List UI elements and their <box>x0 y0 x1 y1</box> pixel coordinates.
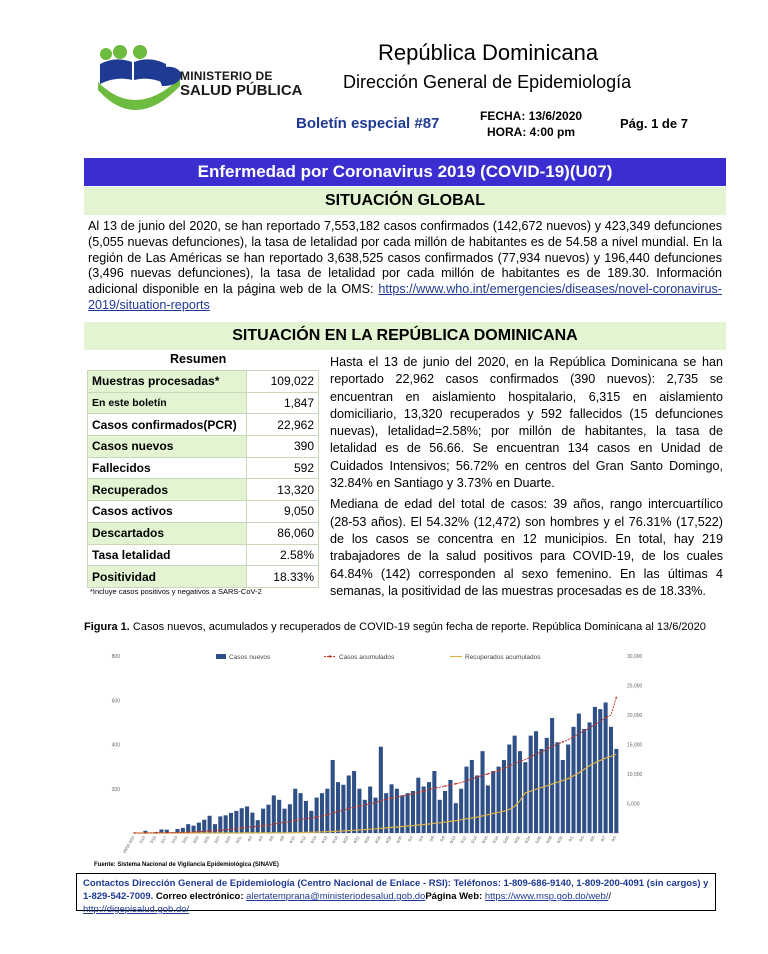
x-tick-label: 6/7 <box>599 835 607 843</box>
logo-line-2: SALUD PÚBLICA <box>180 81 303 99</box>
summary-value: 18.33% <box>247 566 319 588</box>
summary-value: 109,022 <box>247 371 319 393</box>
x-tick-label: 6/9 <box>610 835 618 843</box>
date-label: FECHA: 13/6/2020 <box>480 109 583 123</box>
point-casos-acumulados <box>209 830 211 832</box>
rd-paragraphs <box>330 354 723 600</box>
point-casos-acumulados <box>562 741 564 743</box>
point-casos-acumulados <box>230 828 232 830</box>
department-heading: Dirección General de Epidemiología <box>343 72 632 92</box>
summary-label: Tasa letalidad <box>88 544 247 566</box>
point-casos-acumulados <box>369 803 371 805</box>
y-left-tick-label: 800 <box>111 654 120 660</box>
bar-casos-nuevos <box>491 771 495 833</box>
bar-casos-nuevos <box>331 760 335 833</box>
x-tick-label: 3/21 <box>180 835 190 845</box>
bar-casos-nuevos <box>480 751 484 833</box>
figure-caption-text: Casos nuevos, acumulados y recuperados de COVID-19 según fecha de reporte. República Dominicana al 13/6/2020 <box>132 621 706 633</box>
page-indicator: Pág. 1 de 7 <box>620 116 688 131</box>
point-casos-acumulados <box>412 793 414 795</box>
x-tick-label: 3/15 <box>148 835 157 845</box>
summary-row <box>88 457 319 479</box>
summary-row <box>88 436 319 458</box>
point-casos-acumulados <box>284 822 286 824</box>
legend-label-recuperados: Recuperados acumulados <box>465 654 541 661</box>
bar-casos-nuevos <box>272 795 276 833</box>
bar-casos-nuevos <box>438 800 442 833</box>
point-casos-acumulados <box>219 829 221 831</box>
bar-casos-nuevos <box>347 775 351 833</box>
bar-casos-nuevos <box>379 747 383 833</box>
x-tick-label: 5/16 <box>480 835 489 845</box>
bar-casos-nuevos <box>507 745 511 834</box>
date-time-block <box>480 108 582 140</box>
summary-label: Casos confirmados(PCR) <box>88 414 247 436</box>
x-tick-label: 3/19 <box>170 835 179 845</box>
bar-casos-nuevos <box>497 767 501 833</box>
bar-casos-nuevos <box>240 808 244 833</box>
point-casos-acumulados <box>380 800 382 802</box>
y-left-tick-label: 200 <box>111 786 120 793</box>
x-tick-label: 4/8 <box>278 835 286 843</box>
x-tick-label: 5/28 <box>544 835 553 845</box>
summary-row <box>88 544 319 566</box>
x-tick-label: 3/13 <box>138 835 147 845</box>
point-casos-acumulados <box>252 826 254 828</box>
x-tick-label: 3/23 <box>191 835 200 845</box>
point-casos-acumulados <box>551 745 553 747</box>
point-casos-acumulados <box>134 832 136 834</box>
bar-casos-nuevos <box>454 803 458 833</box>
bar-casos-nuevos <box>368 787 372 833</box>
x-tick-label: 5/10 <box>448 835 457 845</box>
legend-marker-casos-acumulados <box>329 655 331 657</box>
x-tick-label: 5/18 <box>491 835 500 845</box>
bar-casos-nuevos <box>293 789 297 833</box>
bar-casos-nuevos <box>502 760 506 833</box>
point-casos-acumulados <box>359 805 361 807</box>
summary-label: Descartados <box>88 522 247 544</box>
summary-row <box>88 392 319 414</box>
point-casos-acumulados <box>348 808 350 810</box>
point-casos-acumulados <box>326 814 328 816</box>
bar-casos-nuevos <box>390 784 394 833</box>
bar-casos-nuevos <box>609 727 613 833</box>
point-casos-acumulados <box>241 827 243 829</box>
bar-casos-nuevos <box>459 789 463 833</box>
point-casos-acumulados <box>337 811 339 813</box>
email-label: Correo electrónico: <box>155 891 244 902</box>
summary-value: 22,962 <box>247 414 319 436</box>
country-heading: República Dominicana <box>378 40 599 65</box>
point-casos-acumulados <box>498 770 500 772</box>
x-tick-label: 5/6 <box>428 835 436 843</box>
point-casos-acumulados <box>519 761 521 763</box>
legend-swatch-casos-nuevos <box>216 654 226 659</box>
x-tick-label: 3/29 <box>223 835 232 845</box>
point-casos-acumulados <box>530 756 532 758</box>
bar-casos-nuevos <box>266 805 270 833</box>
x-tick-label: 5/30 <box>555 835 564 845</box>
bar-casos-nuevos <box>518 751 522 833</box>
point-casos-acumulados <box>273 823 275 825</box>
global-heading: SITUACIÓN GLOBAL <box>84 187 726 215</box>
summary-value: 592 <box>247 457 319 479</box>
x-tick-label: 3/17 <box>159 835 168 845</box>
bar-casos-nuevos <box>304 801 308 833</box>
x-tick-label: 5/4 <box>417 835 425 843</box>
bar-casos-nuevos <box>486 785 490 833</box>
document-title: Enfermedad por Coronavirus 2019 (COVID-19)(U07) <box>84 158 726 186</box>
global-paragraph <box>88 219 722 314</box>
point-casos-acumulados <box>144 832 146 834</box>
x-tick-label: 4/6 <box>267 835 275 843</box>
x-tick-label: 5/20 <box>501 835 511 845</box>
email-link[interactable]: alertatemprana@ministeriodesalud.gob.do <box>246 891 426 902</box>
bar-casos-nuevos <box>282 809 286 833</box>
bar-casos-nuevos <box>464 767 468 833</box>
bar-casos-nuevos <box>320 793 324 833</box>
summary-table <box>87 370 319 588</box>
x-tick-label: 4/24 <box>362 835 372 845</box>
summary-value: 13,320 <box>247 479 319 501</box>
x-tick-label: 5/24 <box>523 835 532 845</box>
bulletin-number: Boletín especial #87 <box>296 115 440 132</box>
point-casos-acumulados <box>166 832 168 834</box>
point-casos-acumulados <box>541 751 543 753</box>
bar-casos-nuevos <box>588 722 592 833</box>
contact-label: Contactos Dirección General de Epidemiología (Centro Nacional de Enlace - RSI): Teléfonos: <box>83 878 501 889</box>
bar-casos-nuevos <box>571 727 575 833</box>
legend-label-casos-acumulados: Casos acumulados <box>339 654 395 661</box>
point-casos-acumulados <box>262 825 264 827</box>
summary-label: Recuperados <box>88 479 247 501</box>
summary-value: 9,050 <box>247 501 319 523</box>
x-tick-label: 3/25 <box>202 835 211 845</box>
point-casos-acumulados <box>466 780 468 782</box>
rd-paragraph-2: Mediana de edad del total de casos: 39 años, rango intercuartílico (28-53 años). El 54.32% (12,472) son hombres y el 76.31% (17,522) de los casos se concentra en 12 municipios. En total, hay 219 trabajadores de la salud positivos para COVID-19, de los cuales 64.84% (142) corresponden al sexo femenino. En las últimas 4 semanas, la positividad de las muestras procesadas es de 18.33%. <box>330 497 723 598</box>
point-casos-acumulados <box>573 736 575 738</box>
x-tick-label: 4/26 <box>373 835 382 845</box>
web-separator: / <box>608 891 612 902</box>
summary-title: Resumen <box>170 352 227 366</box>
x-tick-label: 5/8 <box>438 835 446 843</box>
summary-label: Positividad <box>88 566 247 588</box>
x-tick-label: 4/20 <box>341 835 350 845</box>
y-left-tick-label: 400 <box>111 742 120 749</box>
x-tick-label: 4/12 <box>298 835 307 845</box>
summary-value: 86,060 <box>247 522 319 544</box>
bar-casos-nuevos <box>614 749 618 833</box>
y-right-tick-label: 20,000 <box>627 713 643 719</box>
bar-casos-nuevos <box>582 729 586 833</box>
point-casos-acumulados <box>433 787 435 789</box>
point-casos-acumulados <box>605 717 607 719</box>
bar-casos-nuevos <box>529 736 533 833</box>
x-tick-label: 4/22 <box>352 835 361 845</box>
rd-heading: SITUACIÓN EN LA REPÚBLICA DOMINICANA <box>84 322 726 350</box>
y-right-tick-label: 5,000 <box>627 801 640 808</box>
point-casos-acumulados <box>305 818 307 820</box>
x-tick-label: 5/26 <box>534 835 543 845</box>
y-right-tick-label: 10,000 <box>627 772 643 778</box>
web-link-digepi[interactable]: http://digepisalud.gob.do/ <box>83 904 190 915</box>
bar-casos-nuevos <box>539 749 543 833</box>
figure-label: Figura 1. <box>84 621 130 633</box>
point-casos-acumulados <box>391 797 393 799</box>
x-tick-label: 4/4 <box>256 835 264 843</box>
y-right-tick-label: 25,000 <box>627 683 643 690</box>
bar-casos-nuevos <box>309 811 313 833</box>
bar-casos-nuevos <box>277 800 281 833</box>
logo-line-1: MINISTERIO DE <box>180 69 273 83</box>
bar-casos-nuevos <box>224 815 228 833</box>
bar-casos-nuevos <box>234 811 238 833</box>
legend-label-casos-nuevos: Casos nuevos <box>229 654 271 661</box>
y-right-tick-label: 30,000 <box>627 654 643 660</box>
x-tick-label: 4/10 <box>287 835 297 845</box>
bar-casos-nuevos <box>448 780 452 833</box>
bar-casos-nuevos <box>550 718 554 833</box>
x-tick-label: 4/30 <box>394 835 404 845</box>
bar-casos-nuevos <box>593 707 597 833</box>
bar-casos-nuevos <box>523 762 527 833</box>
x-tick-label: 6/1 <box>567 835 575 843</box>
summary-label: Fallecidos <box>88 457 247 479</box>
bar-casos-nuevos <box>261 809 265 833</box>
x-tick-label: 5/14 <box>469 835 479 845</box>
summary-value: 390 <box>247 436 319 458</box>
time-label: HORA: 4:00 pm <box>487 125 576 140</box>
point-casos-acumulados <box>423 790 425 792</box>
summary-label: En este boletín <box>88 392 247 414</box>
point-casos-acumulados <box>177 832 179 834</box>
bar-casos-nuevos <box>336 782 340 833</box>
summary-row <box>88 371 319 393</box>
bar-casos-nuevos <box>315 798 319 833</box>
point-casos-acumulados <box>401 795 403 797</box>
summary-label: Casos nuevos <box>88 436 247 458</box>
x-tick-label: 4/18 <box>330 835 339 845</box>
bar-casos-nuevos <box>400 795 404 833</box>
bar-casos-nuevos <box>422 787 426 833</box>
bar-casos-nuevos <box>534 731 538 833</box>
x-tick-label: 4/28 <box>384 835 393 845</box>
bar-casos-nuevos <box>250 813 254 833</box>
bar-casos-nuevos <box>288 804 292 833</box>
point-casos-acumulados <box>187 831 189 833</box>
x-tick-label: 5/2 <box>406 835 414 843</box>
point-casos-acumulados <box>508 765 510 767</box>
figure-caption <box>84 621 724 634</box>
summary-row <box>88 501 319 523</box>
x-tick-label: 6/5 <box>588 835 596 843</box>
summary-value: 1,847 <box>247 392 319 414</box>
x-tick-label: 6/3 <box>577 835 586 843</box>
x-tick-label: 5/22 <box>512 835 521 845</box>
contact-box <box>76 873 716 915</box>
logo-text <box>180 70 303 98</box>
bar-casos-nuevos <box>299 793 303 833</box>
bar-casos-nuevos <box>561 760 565 833</box>
bar-casos-nuevos <box>357 789 361 833</box>
rd-paragraph-1: Hasta el 13 de junio del 2020, en la República Dominicana se han reportado 22,962 casos confirmados (390 nuevos): 2,735 se encuentran en aislamiento hospitalario, 6,315 en aislamiento domiciliario, 13,320 recuperados y 592 fallecidos (15 defunciones nuevas), letalidad=2.58%; por millón de habitantes, la tasa de letalidad es de 56.66. Se encuentran 134 casos en Unidad de Cuidados Intensivos; 56.72% en centros del Gran Santo Domingo, 32.84% en Santiago y 3.73% en Duarte. <box>330 355 723 491</box>
bar-casos-nuevos <box>406 793 410 833</box>
bar-casos-nuevos <box>443 791 447 833</box>
bar-casos-nuevos <box>604 702 608 833</box>
covid-chart <box>84 648 664 863</box>
point-casos-acumulados <box>455 783 457 785</box>
x-tick-label: 4/16 <box>319 835 329 845</box>
bar-casos-nuevos <box>566 745 570 834</box>
bar-casos-nuevos <box>598 709 602 833</box>
summary-value: 2.58% <box>247 544 319 566</box>
bar-casos-nuevos <box>325 789 329 833</box>
point-casos-acumulados <box>294 820 296 822</box>
bar-casos-nuevos <box>411 791 415 833</box>
summary-label: Muestras procesadas* <box>88 371 247 393</box>
y-right-tick-label: 15,000 <box>627 742 643 749</box>
who-link[interactable]: https://www.who.int/emergencies/diseases/novel-coronavirus-2019/situation-reports <box>88 282 722 312</box>
summary-row <box>88 414 319 436</box>
point-casos-acumulados <box>615 697 617 699</box>
x-tick-label: 3/31 <box>234 835 243 845</box>
x-tick-label: 4/2 <box>246 835 254 843</box>
chart-source: Fuente: Sistema Nacional de Vigilancia Epidemiológica (SINAVE) <box>94 862 279 868</box>
x-tick-label: 5/12 <box>459 835 468 845</box>
bar-casos-nuevos <box>213 824 217 833</box>
point-casos-acumulados <box>444 785 446 787</box>
y-left-tick-label: 600 <box>111 698 120 705</box>
bar-casos-nuevos <box>245 806 249 833</box>
bar-casos-nuevos <box>555 742 559 833</box>
bar-casos-nuevos <box>513 736 517 833</box>
point-casos-acumulados <box>476 776 478 778</box>
x-tick-label: 3/27 <box>212 835 222 845</box>
point-casos-acumulados <box>594 724 596 726</box>
summary-row <box>88 479 319 501</box>
point-casos-acumulados <box>155 832 157 834</box>
summary-footnote: *Incluye casos positivos y negativos a SARS-CoV-2 <box>90 587 262 596</box>
contact-phones: 1-809-686-9140, 1-809-200-4091 (sin cargos) y 1-829-542-7009. <box>83 878 709 902</box>
point-casos-acumulados <box>316 816 318 818</box>
web-label: Página Web: <box>425 891 483 902</box>
bar-casos-nuevos <box>475 775 479 833</box>
summary-label: Casos activos <box>88 501 247 523</box>
summary-row <box>88 566 319 588</box>
point-casos-acumulados <box>198 831 200 833</box>
web-link-msp[interactable]: https://www.msp.gob.do/web/ <box>484 891 609 902</box>
point-casos-acumulados <box>487 773 489 775</box>
x-tick-label: 28/02-3/03 <box>121 835 136 855</box>
bar-casos-nuevos <box>352 771 356 833</box>
summary-row <box>88 522 319 544</box>
x-tick-label: 4/14 <box>309 835 318 845</box>
bar-casos-nuevos <box>341 785 345 833</box>
point-casos-acumulados <box>583 730 585 732</box>
global-text: Al 13 de junio del 2020, se han reportado 7,553,182 casos confirmados (142,672 nuevos) y 423,349 defunciones (5,055 nuevas defunciones), la tasa de letalidad por cada millón de habitantes es de 54.58 a nivel mundial. En la región de Las Américas se han reportado 3,638,525 casos confirmados (77,934 nuevos) y 196,440 defunciones (3,496 nuevas defunciones), la tasa de letalidad por cada millón de habitantes es de 189.30. Información adicional disponible en la página web de la OMS: <box>88 219 722 297</box>
bar-casos-nuevos <box>470 760 474 833</box>
